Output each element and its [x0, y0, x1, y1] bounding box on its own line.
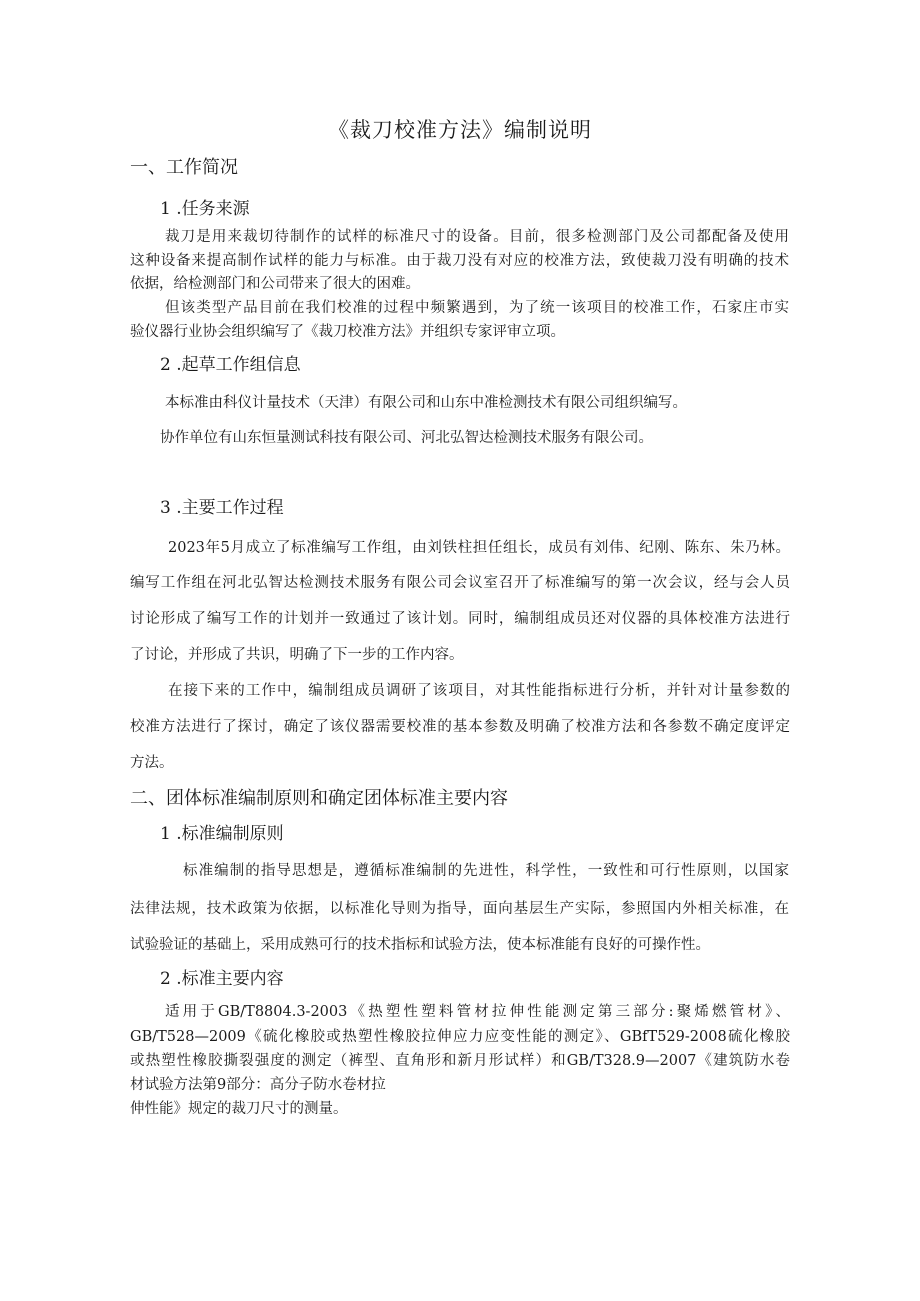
- paragraph-line: 2023年5月成立了标准编写工作组，由刘铁柱担任组长，成员有刘伟、纪刚、陈东、朱乃林。: [168, 540, 790, 556]
- paragraph-line: 了讨论，并形成了共识，明确了下一步的工作内容。: [130, 647, 464, 663]
- paragraph-line: 但该类型产品目前在我们校准的过程中频繁遇到，为了统一该项目的校准工作，石家庄市实: [165, 300, 789, 316]
- paragraph-line: GB/T528—2009《硫化橡胶或热塑性橡胶拉伸应力应变性能的测定》、GBfT529-2008硫化橡胶: [130, 1029, 790, 1045]
- subsection-heading-main-content: 2 .标准主要内容: [160, 969, 284, 989]
- paragraph-line: 本标准由科仪计量技术（天津）有限公司和山东中准检测技术有限公司组织编写。: [165, 395, 687, 411]
- paragraph-line: 讨论形成了编写工作的计划并一致通过了该计划。同时，编制组成员还对仪器的具体校准方法进行: [130, 611, 790, 627]
- paragraph-line: 验仪器行业协会组织编写了《裁刀校准方法》并组织专家评审立项。: [130, 324, 565, 340]
- paragraph-line: 伸性能》规定的裁刀尺寸的测量。: [130, 1101, 348, 1117]
- subsection-heading-drafting-group: 2 .起草工作组信息: [160, 355, 301, 375]
- subsection-heading-principles: 1 .标准编制原则: [160, 824, 284, 844]
- paragraph-line: 这种设备来提高制作试样的能力与标准。由于裁刀没有对应的校准方法，致使裁刀没有明确的技术: [130, 253, 789, 269]
- paragraph-line: 或热塑性橡胶撕裂强度的测定（裤型、直角形和新月形试样）和GB/T328.9—2007《建筑防水卷: [130, 1053, 790, 1069]
- paragraph-line: 试验验证的基础上，采用成熟可行的技术指标和试验方法，使本标准能有良好的可操作性。: [130, 937, 710, 953]
- paragraph-line: 裁刀是用来裁切待制作的试样的标准尺寸的设备。目前，很多检测部门及公司都配备及使用: [165, 229, 789, 245]
- paragraph-line: 校准方法进行了探讨，确定了该仪器需要校准的基本参数及明确了校准方法和各参数不确定度评定: [130, 719, 790, 735]
- paragraph-line: 方法。: [130, 755, 174, 771]
- paragraph-line: 标准编制的指导思想是，遵循标准编制的先进性，科学性，一致性和可行性原则，以国家: [183, 863, 789, 879]
- paragraph-line: 材试验方法第9部分：高分子防水卷材拉: [130, 1077, 386, 1093]
- paragraph-line: 编写工作组在河北弘智达检测技术服务有限公司会议室召开了标准编写的第一次会议，经与会人员: [130, 575, 790, 591]
- paragraph-line: 法律法规，技术政策为依据，以标准化导则为指导，面向基层生产实际，参照国内外相关标准，在: [130, 901, 789, 917]
- subsection-heading-task-source: 1 .任务来源: [160, 199, 250, 219]
- section-heading-1: 一、工作简况: [130, 157, 238, 178]
- paragraph-line: 依据，给检测部门和公司带来了很大的困难。: [130, 276, 420, 292]
- paragraph-line: 适用于GB/T8804.3-2003《热塑性塑料管材拉伸性能测定第三部分:聚烯燃管材》、: [165, 1004, 790, 1020]
- subsection-heading-work-process: 3 .主要工作过程: [160, 498, 284, 518]
- document-title: 《裁刀校准方法》编制说明: [328, 118, 592, 142]
- paragraph-line: 在接下来的工作中，编制组成员调研了该项目，对其性能指标进行分析，并针对计量参数的: [168, 683, 790, 699]
- paragraph-line: 协作单位有山东恒量测试科技有限公司、河北弘智达检测技术服务有限公司。: [160, 430, 653, 446]
- section-heading-2: 二、团体标准编制原则和确定团体标准主要内容: [130, 788, 508, 809]
